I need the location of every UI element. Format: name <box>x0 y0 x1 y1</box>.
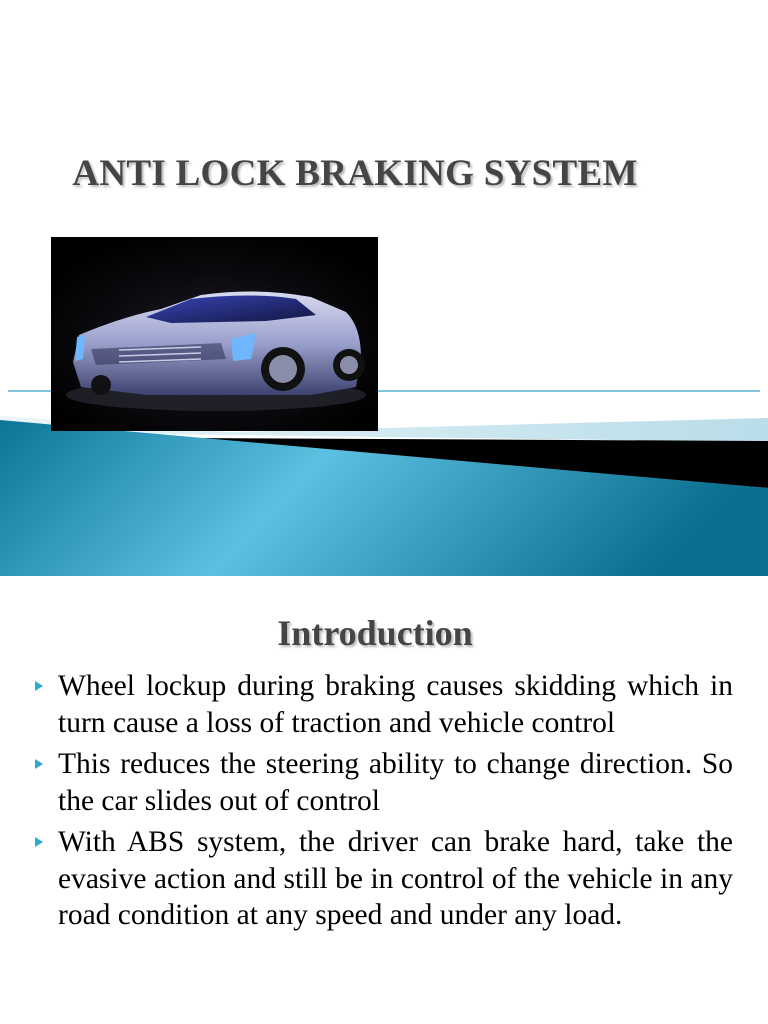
car-photo <box>51 237 378 431</box>
bullet-item <box>35 824 733 934</box>
bullet-text: This reduces the steering ability to change direction. So the car slides out of control <box>58 748 733 817</box>
bullet-item <box>35 746 733 819</box>
slide-introduction <box>0 576 768 1024</box>
triangle-bullet-icon <box>35 681 43 691</box>
triangle-bullet-icon <box>35 837 43 847</box>
slide-title-text: ANTI LOCK BRAKING SYSTEM <box>72 153 638 194</box>
bullet-text: With ABS system, the driver can brake hard, take the evasive action and still be in control of the vehicle in any road condition at any speed and under any load. <box>58 826 733 931</box>
introduction-heading: Introduction <box>277 613 473 653</box>
bullet-text: Wheel lockup during braking causes skidding which in turn cause a loss of traction and vehicle control <box>58 670 733 739</box>
bullet-list <box>35 668 733 939</box>
bullet-item <box>35 668 733 741</box>
triangle-bullet-icon <box>35 759 43 769</box>
